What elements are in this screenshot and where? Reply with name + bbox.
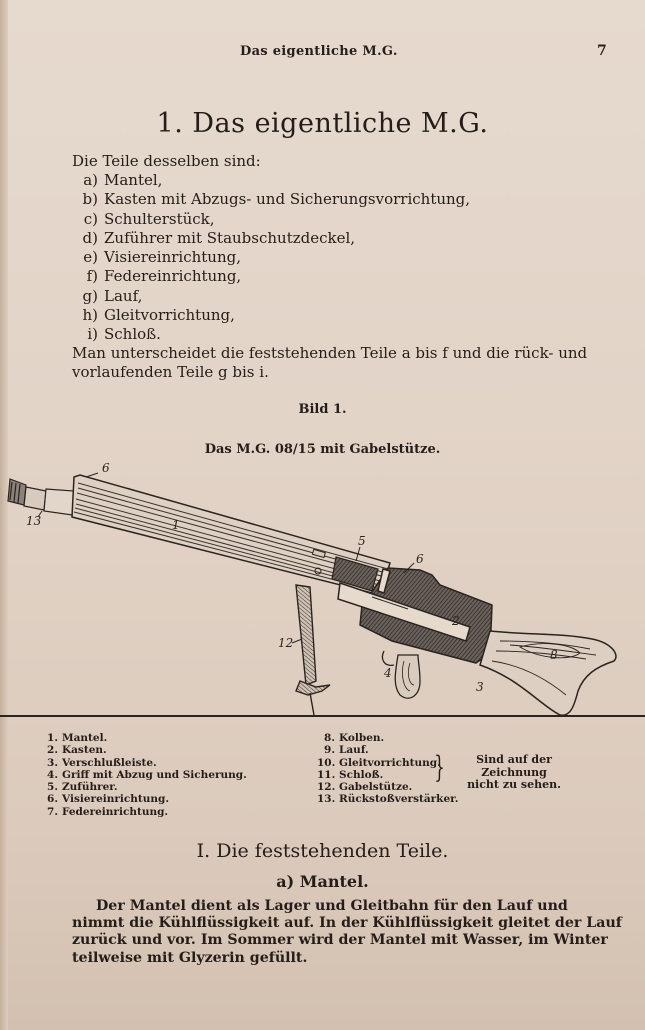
legend-number: 13. bbox=[317, 793, 336, 806]
callout-8: 8 bbox=[550, 648, 558, 662]
legend-number: 7. bbox=[47, 805, 58, 818]
legend-item bbox=[40, 744, 247, 756]
legend-number: 10. bbox=[317, 756, 336, 769]
list-marker: a) bbox=[83, 171, 98, 189]
list-marker: h) bbox=[82, 306, 98, 325]
list-label: Gleitvorrichtung, bbox=[104, 306, 235, 325]
legend-item bbox=[40, 757, 247, 769]
chapter-title: 1. Das eigentliche M.G. bbox=[156, 108, 489, 139]
legend-number: 9. bbox=[324, 744, 335, 757]
legend-text: Kasten. bbox=[62, 744, 107, 757]
legend-note bbox=[444, 754, 584, 792]
stock bbox=[480, 631, 616, 715]
list-item bbox=[72, 325, 470, 344]
legend-number: 2. bbox=[47, 744, 58, 757]
legend-number: 1. bbox=[47, 732, 58, 744]
paragraph-line: Der Mantel dient als Lager und Gleitbahn für den Lauf und bbox=[96, 898, 568, 914]
subsection-title: a) Mantel. bbox=[276, 872, 369, 891]
list-item bbox=[72, 190, 470, 209]
list-marker: d) bbox=[82, 228, 98, 247]
legend-number: 12. bbox=[317, 781, 336, 794]
list-marker: i) bbox=[87, 325, 98, 344]
legend-number: 8. bbox=[324, 732, 335, 744]
legend-item bbox=[317, 793, 458, 805]
list-item bbox=[72, 267, 470, 286]
section-title: I. Die feststehenden Teile. bbox=[196, 840, 449, 862]
legend-text: Schloß. bbox=[339, 768, 384, 781]
legend-number: 4. bbox=[47, 768, 58, 781]
recoil-booster bbox=[8, 479, 74, 515]
list-label: Mantel, bbox=[104, 171, 163, 189]
list-marker: e) bbox=[83, 248, 98, 267]
legend-item bbox=[40, 806, 247, 818]
legend-number: 6. bbox=[47, 793, 58, 806]
list-item bbox=[72, 248, 470, 267]
list-label: Zuführer mit Staubschutzdeckel, bbox=[104, 228, 356, 247]
legend-item bbox=[40, 769, 247, 781]
list-item bbox=[72, 287, 470, 306]
paragraph-line: teilweise mit Glyzerin gefüllt. bbox=[72, 949, 308, 966]
legend-item bbox=[317, 732, 458, 744]
legend-text: Rückstoßverstärker. bbox=[339, 793, 459, 806]
running-head: Das eigentliche M.G. bbox=[240, 44, 398, 59]
legend-text: Zuführer. bbox=[62, 781, 118, 794]
figure-label: Bild 1. bbox=[298, 402, 347, 417]
legend-text: Verschlußleiste. bbox=[62, 756, 157, 769]
list-label: Schloß. bbox=[104, 325, 161, 344]
paragraph-line: nimmt die Kühlflüssigkeit auf. In der Kühlflüssigkeit gleitet der Lauf bbox=[72, 915, 622, 932]
legend-text: Mantel. bbox=[62, 732, 108, 744]
list-label: Federeinrichtung, bbox=[104, 267, 242, 286]
callout-12: 12 bbox=[278, 636, 294, 650]
callout-6-top: 6 bbox=[102, 461, 110, 475]
list-item bbox=[72, 210, 470, 229]
distinction-paragraph bbox=[72, 344, 600, 382]
callout-4: 4 bbox=[384, 666, 392, 680]
legend-text: Gleitvorrichtung. bbox=[339, 756, 441, 769]
list-item bbox=[72, 171, 470, 190]
legend-item bbox=[40, 793, 247, 805]
list-label: Kasten mit Abzugs- und Sicherungsvorrichtung, bbox=[104, 190, 471, 209]
legend-item bbox=[40, 781, 247, 793]
callout-3: 3 bbox=[476, 680, 484, 694]
legend-text: Lauf. bbox=[339, 744, 369, 757]
list-item bbox=[72, 229, 470, 248]
list-label: Lauf, bbox=[104, 286, 143, 305]
list-marker: b) bbox=[82, 190, 98, 209]
mantel-paragraph bbox=[72, 898, 622, 967]
legend-text: Gabelstütze. bbox=[339, 781, 413, 794]
list-item bbox=[72, 306, 470, 325]
intro-text: Die Teile desselben sind: bbox=[72, 152, 261, 170]
paragraph-line: zurück und vor. Im Sommer wird der Mantel mit Wasser, im Winter bbox=[72, 932, 608, 949]
callout-6-sight: 6 bbox=[416, 552, 424, 566]
parts-list bbox=[72, 171, 470, 345]
legend-item bbox=[40, 732, 247, 744]
legend-text: Federeinrichtung. bbox=[62, 805, 169, 818]
paragraph-line: Man unterscheidet die feststehenden Teile a bis f und die rück- und bbox=[72, 344, 588, 362]
note-line: nicht zu sehen. bbox=[467, 778, 561, 791]
legend-text: Griff mit Abzug und Sicherung. bbox=[62, 768, 247, 781]
list-marker: f) bbox=[86, 267, 98, 286]
machine-gun-illustration bbox=[0, 455, 645, 723]
figure-legend-left bbox=[40, 732, 247, 818]
callout-1: 1 bbox=[172, 518, 180, 532]
legend-number: 11. bbox=[317, 768, 336, 781]
page-number: 7 bbox=[597, 43, 607, 59]
list-marker: g) bbox=[82, 286, 98, 305]
legend-number: 3. bbox=[47, 756, 58, 769]
paragraph-line: vorlaufenden Teile g bis i. bbox=[72, 363, 269, 381]
note-line: Sind auf der Zeichnung bbox=[476, 753, 552, 779]
callout-5: 5 bbox=[358, 534, 366, 548]
brace-symbol: } bbox=[434, 750, 445, 785]
fork-support bbox=[296, 585, 330, 715]
callout-13: 13 bbox=[26, 514, 42, 528]
callout-2: 2 bbox=[452, 614, 460, 628]
legend-text: Kolben. bbox=[339, 732, 385, 744]
figure-caption: Das M.G. 08/15 mit Gabelstütze. bbox=[204, 442, 441, 457]
list-label: Visiereinrichtung, bbox=[104, 248, 241, 267]
legend-text: Visiereinrichtung. bbox=[62, 793, 170, 806]
legend-number: 5. bbox=[47, 781, 58, 794]
list-marker: c) bbox=[83, 209, 98, 228]
list-label: Schulterstück, bbox=[104, 209, 215, 228]
